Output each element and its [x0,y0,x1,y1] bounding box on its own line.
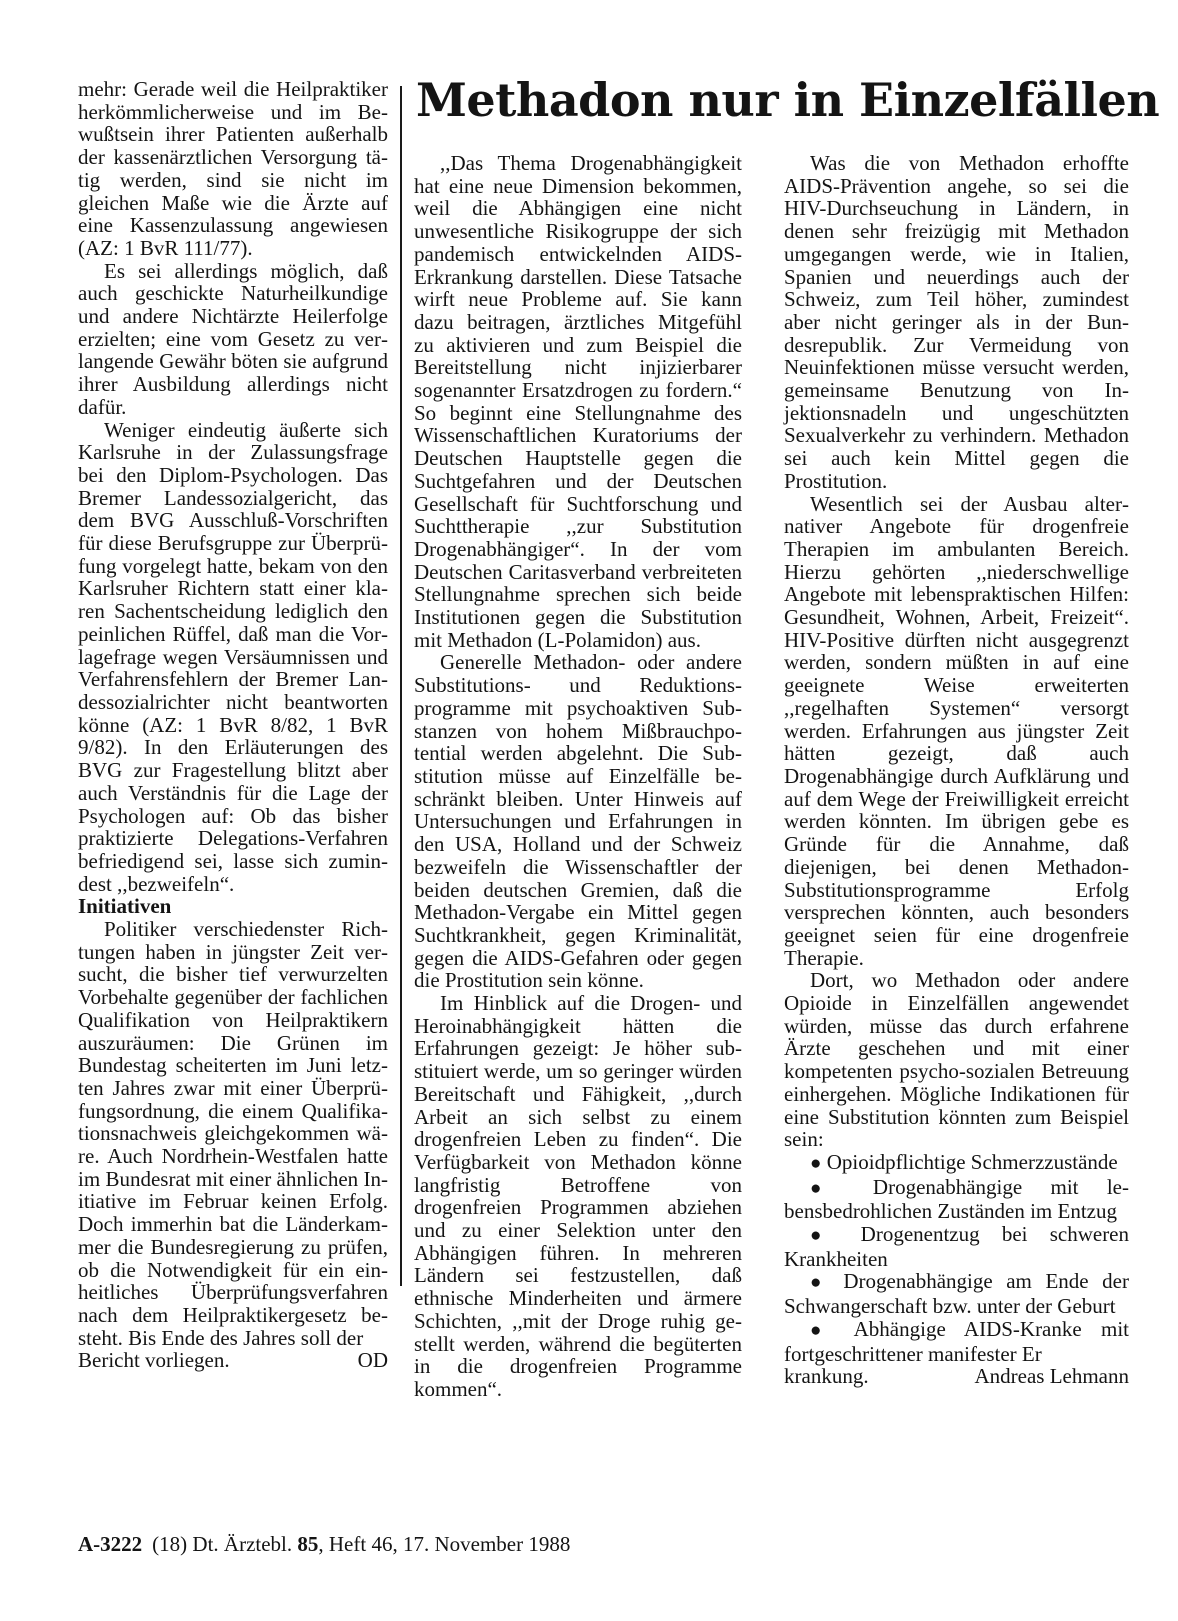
paragraph: Weniger eindeutig äußerte sich Karlsruhe in der Zulassungsfrage bei den Diplom-Psychologen. Das Bremer Landessozialgericht, das dem BVG Ausschluß-Vorschriften für diese Berufsgruppe zur Überprüfung vorgelegt hatte, bekam von den Karlsruher Richtern statt einer klaren Sachentscheidung lediglich den peinlichen Rüffel, daß man die Vorlagefrage wegen Versäumnissen und Verfahrensfehlern der Bremer Landessozialrichter nicht beantworten könne (AZ: 1 BvR 8/82, 1 BvR 9/82). In den Erläuterungen des BVG zur Fragestellung blitzt aber auch Verständnis für die Lage der Psychologen auf: Ob das bisher praktizierte Delegations-Verfahren befriedigend sei, lasse sich zumindest ,,bezweifeln“. [78,417,388,896]
issue-date: , Heft 46, 17. November 1988 [318,1532,571,1556]
bullet-text: Opioidpflichtige Schmerzzustände [826,1149,1118,1174]
column-3 [784,152,1129,1388]
bullet-item [784,1176,1129,1223]
volume-number: 85 [297,1532,319,1556]
signature-line [784,1365,1129,1388]
bullet-item [784,1223,1129,1270]
bullet-dot-icon: ● [810,1319,836,1341]
bullet-item [784,1151,1129,1176]
page-number: A-3222 [78,1532,143,1556]
article-headline: Methadon nur in Einzelfällen [416,73,1160,127]
bullet-dot-icon: ● [810,1177,845,1199]
paragraph: Dort, wo Methadon oder andere Opioide in Einzelfällen angewendet würden, müsse das durch erfahrene Ärzte geschehen und mit einer kompetenten psycho-sozialen Betreuung einhergehen. Mögliche Indikationen für eine Substitution könnten zum Beispiel sein: [784,968,1129,1152]
paragraph: Im Hinblick auf die Drogen- und Heroinabhängigkeit hätten die Erfahrungen gezeigt: Je höher substituiert werde, um so geringer würden Bereitschaft und Fähigkeit, ,,durch Arbeit an sich selbst zu einem drogenfreien Leben zu finden“. Die Verfügbarkeit von Methadon könne langfristig Betroffene von drogenfreien Programmen abziehen und zu einer Selektion unter den Abhängigen führen. In mehreren Ländern sei festzustellen, daß ethnische Minderheiten und ärmere Schichten, ,,mit der Droge ruhig gestellt werden, während die begüterten in die drogenfreien Programme kommen“. [414,991,742,1401]
paragraph: Politiker verschiedenster Richtungen haben in jüngster Zeit versucht, die bisher tief verwurzelten Vorbehalte gegenüber der fachlichen Qualifikation von Heilpraktikern auszuräumen: Die Grünen im Bundestag scheiterten im Juni letzten Jahres zwar mit einer Überprüfungsordnung, die einem Qualifikationsnachweis gleichgekommen wäre. Auch Nordrhein-Westfalen hatte im Bundesrat mit einer ähnlichen Initiative im Februar keinen Erfolg. Doch immerhin bat die Länderkammer die Bundesregierung zu prüfen, ob die Notwendigkeit für ein einheitliches Überprüfungsverfahren nach dem Heilpraktikergesetz besteht. Bis Ende des Jahres soll der [78,917,388,1350]
bullet-text: Drogenentzug bei schweren Krankheiten [784,1222,1130,1271]
bullet-text: Drogenabhängige mit lebensbedrohlichen Zuständen im Entzug [784,1174,1130,1224]
bullet-dot-icon: ● [810,1152,822,1174]
paragraph: mehr: Gerade weil die Heilpraktiker herkömmlicherweise und im Bewußtsein ihrer Patienten außerhalb der kassenärztlichen Versorgung tätig werden, sind sie nicht im gleichen Maße wie die Ärzte auf eine Kassenzulassung angewiesen (AZ: 1 BvR 111/77). [78,77,388,260]
paragraph: ,,Das Thema Drogenabhängigkeit hat eine neue Dimension bekommen, weil die Abhängigen eine nicht unwesentliche Risikogruppe der sich pandemisch entwickelnden AIDS-Erkrankung darstellen. Diese Tatsache wirft neue Probleme auf. Sie kann dazu beitragen, ärztliches Mitgefühl zu aktivieren und zum Beispiel die Bereitstellung nicht injizierbarer sogenannter Ersatzdrogen zu fordern.“ So beginnt eine Stellungnahme des Wissenschaftlichen Kuratoriums der Deutschen Hauptstelle gegen die Suchtgefahren und der Deutschen Gesellschaft für Suchtforschung und Suchttherapie ,,zur Substitution Drogenabhängiger“. In der vom Deutschen Caritasverband verbreiteten Stellungnahme sprechen sich beide Institutionen gegen die Substitution mit Methadon (L-Polamidon) aus. [414,151,742,652]
bullet-dot-icon: ● [810,1272,830,1294]
page-footer [78,1532,570,1557]
signature-line [78,1349,388,1372]
bullet-item [784,1318,1129,1365]
author-initials: OD [357,1348,388,1373]
subheading-initiativen: Initiativen [78,894,172,919]
column-2 [414,152,742,1401]
closing-text: krankung. [784,1364,869,1389]
paragraph: Generelle Methadon- oder andere Substitutions- und Reduktionsprogramme mit psychoaktiven Substanzen von hohem Mißbrauchpotential werden abgelehnt. Die Substitution müsse auf Einzelfälle beschränkt bleiben. Unter Hinweis auf Untersuchungen und Erfahrungen in den USA, Holland und der Schweiz bezweifeln die Wissenschaftler der beiden deutschen Gremien, daß die Methadon-Vergabe ein Mittel gegen Suchtkrankheit, gegen Kriminalität, gegen die AIDS-Gefahren oder gegen die Prostitution sein könne. [414,650,742,993]
paragraph: Wesentlich sei der Ausbau alternativer Angebote für drogenfreie Therapien im ambulanten Bereich. Hierzu gehörten ,,niederschwellige Angebote mit lebenspraktischen Hilfen: Gesundheit, Wohnen, Arbeit, Freizeit“. HIV-Positive dürften nicht ausgegrenzt werden, sondern müßten in auf eine geeignete Weise erweiterten ,,regelhaften Systemen“ versorgt werden. Erfahrungen aus jüngster Zeit hätten gezeigt, daß auch Drogenabhängige durch Aufklärung und auf dem Wege der Freiwilligkeit erreicht werden könnten. Im übrigen gebe es Gründe für die Annahme, daß diejenigen, bei denen Methadon-Substitutionsprogramme Erfolg versprechen könnten, auch besonders geeignet seien für eine drogenfreie Therapie. [784,491,1129,970]
column-divider [400,86,402,1286]
bullet-dot-icon: ● [810,1225,839,1247]
author-name: Andreas Lehmann [974,1364,1129,1389]
bullet-item [784,1270,1129,1317]
bullet-text: Abhängige AIDS-Kranke mit fortgeschrittener manifester Er [784,1316,1129,1366]
closing-text: Bericht vorliegen. [78,1348,230,1373]
paragraph: Was die von Methadon erhoffte AIDS-Prävention angehe, so sei die HIV-Durchseuchung in Ländern, in denen sehr freizügig mit Methadon umgegangen werde, wie in Italien, Spanien und neuerdings auch der Schweiz, zum Teil höher, zumindest aber nicht geringer als in der Bundesrepublik. Zur Vermeidung von Neuinfektionen müsse versucht werden, gemeinsame Benutzung von Injektionsnadeln und ungeschützten Sexualverkehr zu verhindern. Methadon sei auch kein Mittel gegen die Prostitution. [784,151,1129,493]
bullet-text: Drogenabhängige am Ende der Schwangerschaft bzw. unter der Geburt [784,1269,1130,1319]
column-1 [78,78,388,1372]
paragraph: Es sei allerdings möglich, daß auch geschickte Naturheilkundige und andere Nichtärzte Heilerfolge erzielten; eine vom Gesetz zu verlangende Gewähr böten sie aufgrund ihrer Ausbildung allerdings nicht dafür. [78,258,388,419]
journal-citation: (18) Dt. Ärztebl. [152,1532,293,1556]
